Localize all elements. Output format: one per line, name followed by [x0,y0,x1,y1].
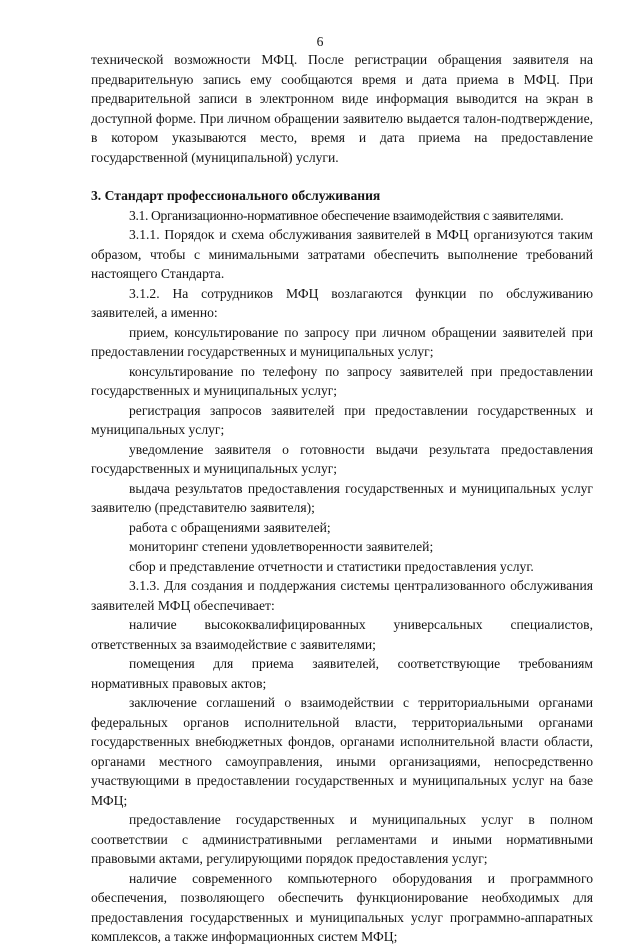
list-item-notification: уведомление заявителя о готовности выдачи результата предоставления государственных и муниципальных услуг; [91,441,593,476]
list-item-specialists: наличие высококвалифицированных универсальных специалистов, ответственных за взаимодействие с заявителями; [91,617,593,652]
list-item-reporting: сбор и представление отчетности и статистики предоставления услуг. [129,558,534,574]
document-body [91,50,593,947]
section-title: 3. Стандарт профессионального обслуживания [91,188,381,203]
paragraph-3-1-2: 3.1.2. На сотрудников МФЦ возлагаются функции по обслуживанию заявителей, а именно: [91,285,593,320]
list-item-appeals: работа с обращениями заявителей; [129,519,331,535]
list-item-issuance: выдача результатов предоставления государственных и муниципальных услуг заявителю (представителю заявителя); [91,480,593,515]
paragraph-3-1: 3.1. Организационно-нормативное обеспечение взаимодействия с заявителями. [129,207,564,223]
page-number: 6 [316,34,324,49]
list-item-premises: помещения для приема заявителей, соответствующие требованиям нормативных правовых актов; [91,656,593,691]
list-item-service-provision: предоставление государственных и муниципальных услуг в полном соответствии с административными регламентами и иными нормативными правовыми актами, регулирующими порядок предоставления услуг; [91,812,593,866]
paragraph-3-1-1: 3.1.1. Порядок и схема обслуживания заявителей в МФЦ организуются таким образом, чтобы с минимальными затратами обеспечить выполнение требований настоящего Стандарта. [91,227,593,281]
list-item-equipment: наличие современного компьютерного оборудования и программного обеспечения, позволяющего обеспечить функционирование необходимых для предоставления государственных и муниципальных услуг программно-аппаратных комплексов, а также информационных систем МФЦ; [91,870,593,944]
paragraph-continuation: технической возможности МФЦ. После регистрации обращения заявителя на предварительную запись ему сообщаются время и дата приема в МФЦ. При предварительной записи в электронном виде информация выводится на экран в доступной форме. При личном обращении заявителю выдается талон-подтверждение, в котором указываются место, время и дата приема на предоставление государственной (муниципальной) услуги. [91,52,593,165]
list-item-agreements: заключение соглашений о взаимодействии с территориальными органами федеральных органов исполнительной власти, территориальными органами государственных внебюджетных фондов, органами исполнительной власти области, органами местного самоуправления, иными организациями, непосредственно участвующими в предоставлении государственных и муниципальных услуг на базе МФЦ; [91,695,593,808]
list-item-phone-consulting: консультирование по телефону по запросу заявителей при предоставлении государственных и муниципальных услуг; [91,363,593,398]
list-item-reception: прием, консультирование по запросу при личном обращении заявителей при предоставлении государственных и муниципальных услуг; [91,324,593,359]
list-item-monitoring: мониторинг степени удовлетворенности заявителей; [129,539,434,554]
list-item-registration: регистрация запросов заявителей при предоставлении государственных и муниципальных услуг; [91,402,593,437]
paragraph-3-1-3: 3.1.3. Для создания и поддержания системы централизованного обслуживания заявителей МФЦ обеспечивает: [91,578,593,613]
